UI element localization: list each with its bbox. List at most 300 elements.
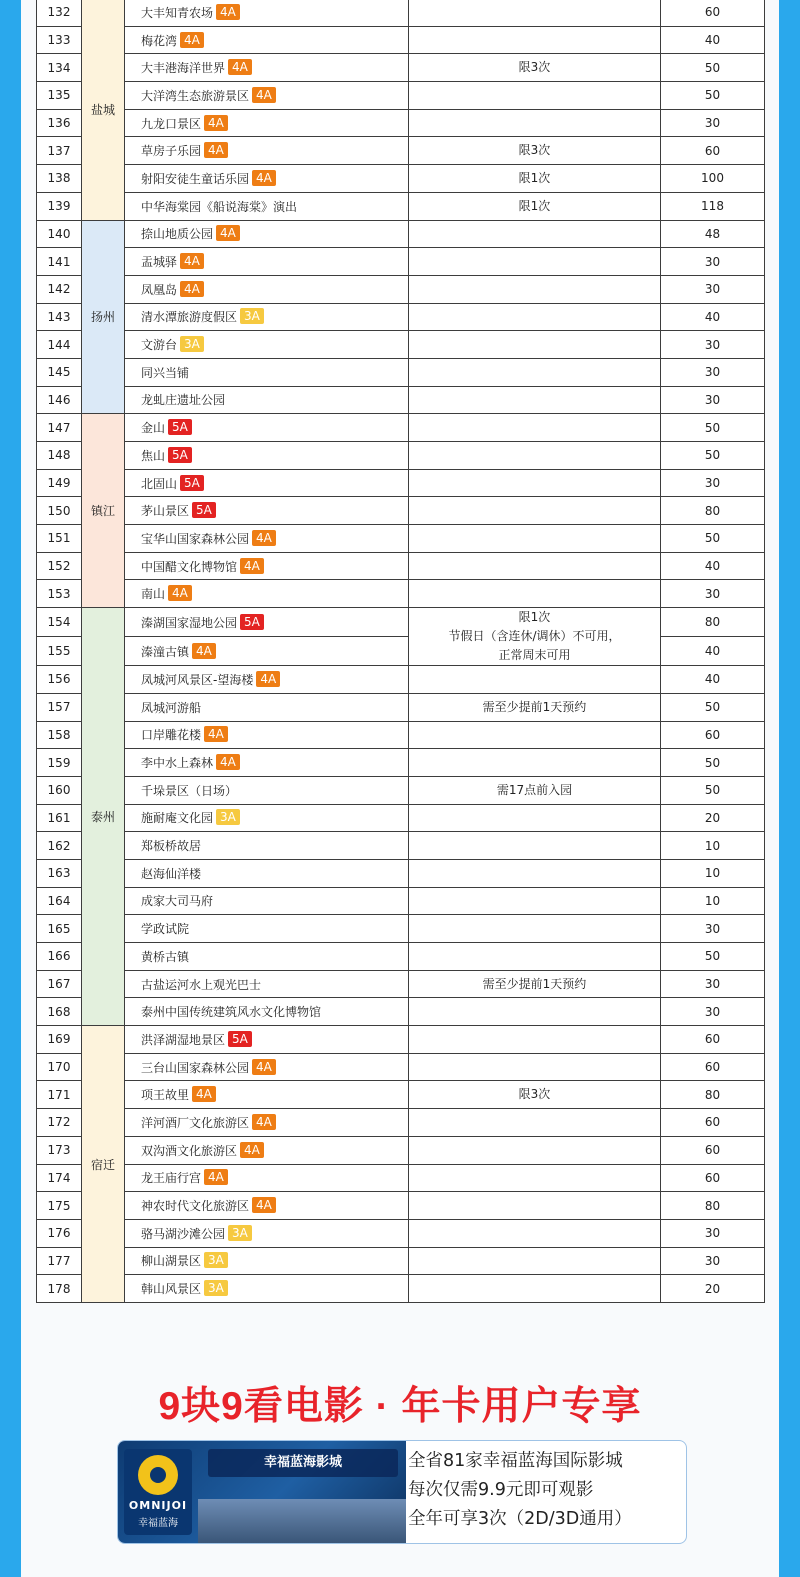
spot-name: 成家大司马府 bbox=[141, 894, 214, 909]
note-cell bbox=[409, 331, 661, 359]
rating-badge: 4A bbox=[240, 1142, 264, 1158]
spot-name: 草房子乐园 bbox=[141, 144, 202, 159]
table-row bbox=[37, 358, 765, 386]
rating-badge: 4A bbox=[252, 1059, 276, 1075]
row-number: 175 bbox=[37, 1192, 82, 1220]
table-row bbox=[37, 192, 765, 220]
note-cell bbox=[409, 1192, 661, 1220]
table-row bbox=[37, 0, 765, 26]
note-cell: 限1次 bbox=[409, 165, 661, 193]
row-number: 178 bbox=[37, 1275, 82, 1303]
spot-name: 北固山 bbox=[141, 476, 178, 491]
spot-name: 洪泽湖湿地景区 bbox=[141, 1032, 226, 1047]
row-number: 136 bbox=[37, 109, 82, 137]
table-row bbox=[37, 608, 765, 637]
table-row bbox=[37, 859, 765, 887]
spot-name-cell bbox=[125, 442, 409, 470]
omnijoi-logo bbox=[124, 1449, 192, 1535]
spot-name-cell bbox=[125, 998, 409, 1026]
spot-name: 捺山地质公园 bbox=[141, 227, 214, 242]
table-row bbox=[37, 552, 765, 580]
rating-badge: 4A bbox=[192, 1086, 216, 1102]
spot-name-cell bbox=[125, 414, 409, 442]
price-cell: 80 bbox=[661, 1192, 765, 1220]
row-number: 133 bbox=[37, 26, 82, 54]
price-cell: 30 bbox=[661, 1219, 765, 1247]
price-cell: 60 bbox=[661, 0, 765, 26]
rating-badge: 3A bbox=[216, 809, 240, 825]
row-number: 132 bbox=[37, 0, 82, 26]
spot-name-cell bbox=[125, 552, 409, 580]
rating-badge: 4A bbox=[216, 4, 240, 20]
spot-name-cell bbox=[125, 1136, 409, 1164]
note-cell bbox=[409, 1275, 661, 1303]
note-cell bbox=[409, 109, 661, 137]
row-number: 150 bbox=[37, 497, 82, 525]
note-cell bbox=[409, 608, 661, 666]
spot-name: 文游台 bbox=[141, 338, 178, 353]
spot-name: 千垛景区（日场） bbox=[141, 783, 238, 798]
row-number: 161 bbox=[37, 804, 82, 832]
price-cell: 30 bbox=[661, 580, 765, 608]
spot-name: 凤城河游船 bbox=[141, 700, 202, 715]
note-cell bbox=[409, 887, 661, 915]
spot-name: 同兴当铺 bbox=[141, 365, 190, 380]
row-number: 145 bbox=[37, 358, 82, 386]
row-number: 176 bbox=[37, 1219, 82, 1247]
spot-name: 古盐运河水上观光巴士 bbox=[141, 977, 262, 992]
note-cell bbox=[409, 804, 661, 832]
rating-badge: 4A bbox=[204, 115, 228, 131]
spot-name: 学政试院 bbox=[141, 922, 190, 937]
rating-badge: 4A bbox=[252, 170, 276, 186]
price-cell: 30 bbox=[661, 915, 765, 943]
promo-lines bbox=[408, 1447, 632, 1534]
spot-name-cell bbox=[125, 386, 409, 414]
price-cell: 40 bbox=[661, 26, 765, 54]
spot-name-cell bbox=[125, 82, 409, 110]
spot-name: 大丰知青农场 bbox=[141, 5, 214, 20]
table-row bbox=[37, 109, 765, 137]
table-row bbox=[37, 721, 765, 749]
spot-name-cell bbox=[125, 749, 409, 777]
spot-name: 黄桥古镇 bbox=[141, 949, 190, 964]
rating-badge: 4A bbox=[240, 558, 264, 574]
price-cell: 50 bbox=[661, 442, 765, 470]
city-cell: 扬州 bbox=[82, 220, 125, 414]
note-cell bbox=[409, 303, 661, 331]
cinema-promo-card[interactable] bbox=[117, 1440, 687, 1544]
price-cell: 50 bbox=[661, 693, 765, 721]
spot-name: 李中水上森林 bbox=[141, 756, 214, 771]
row-number: 138 bbox=[37, 165, 82, 193]
note-cell: 需至少提前1天预约 bbox=[409, 970, 661, 998]
table-row bbox=[37, 54, 765, 82]
spot-name: 宝华山国家森林公园 bbox=[141, 531, 250, 546]
table-row bbox=[37, 248, 765, 276]
spot-name: 三台山国家森林公园 bbox=[141, 1060, 250, 1075]
note-cell bbox=[409, 859, 661, 887]
price-cell: 30 bbox=[661, 998, 765, 1026]
rating-badge: 4A bbox=[180, 32, 204, 48]
price-cell: 50 bbox=[661, 54, 765, 82]
spot-name: 项王故里 bbox=[141, 1088, 190, 1103]
price-cell: 40 bbox=[661, 637, 765, 666]
omnijoi-logo-icon bbox=[138, 1455, 178, 1495]
table-row bbox=[37, 580, 765, 608]
price-cell: 20 bbox=[661, 1275, 765, 1303]
rating-badge: 4A bbox=[256, 671, 280, 687]
table-row bbox=[37, 303, 765, 331]
spot-name: 金山 bbox=[141, 421, 166, 436]
row-number: 163 bbox=[37, 859, 82, 887]
row-number: 144 bbox=[37, 331, 82, 359]
price-cell: 30 bbox=[661, 248, 765, 276]
spot-name-cell bbox=[125, 303, 409, 331]
price-cell: 48 bbox=[661, 220, 765, 248]
table-row bbox=[37, 525, 765, 553]
spot-name-cell bbox=[125, 1081, 409, 1109]
rating-badge: 4A bbox=[180, 281, 204, 297]
price-cell: 60 bbox=[661, 1109, 765, 1137]
spot-name-cell bbox=[125, 1164, 409, 1192]
spot-name-cell bbox=[125, 637, 409, 666]
rating-badge: 4A bbox=[228, 59, 252, 75]
rating-badge: 5A bbox=[192, 502, 216, 518]
price-cell: 60 bbox=[661, 721, 765, 749]
spot-name: 大洋湾生态旅游景区 bbox=[141, 88, 250, 103]
spot-name: 梅花湾 bbox=[141, 33, 178, 48]
table-row bbox=[37, 442, 765, 470]
rating-badge: 5A bbox=[240, 614, 264, 630]
rating-badge: 5A bbox=[180, 475, 204, 491]
note-cell bbox=[409, 82, 661, 110]
table-row bbox=[37, 998, 765, 1026]
row-number: 147 bbox=[37, 414, 82, 442]
rating-badge: 4A bbox=[252, 87, 276, 103]
table-row bbox=[37, 386, 765, 414]
price-cell: 10 bbox=[661, 832, 765, 860]
note-cell bbox=[409, 275, 661, 303]
spot-name: 九龙口景区 bbox=[141, 116, 202, 131]
spot-name: 双沟酒文化旅游区 bbox=[141, 1143, 238, 1158]
city-cell: 盐城 bbox=[82, 0, 125, 220]
row-number: 151 bbox=[37, 525, 82, 553]
spot-name-cell bbox=[125, 1275, 409, 1303]
note-cell bbox=[409, 998, 661, 1026]
row-number: 173 bbox=[37, 1136, 82, 1164]
spot-name: 施耐庵文化园 bbox=[141, 811, 214, 826]
price-cell: 30 bbox=[661, 386, 765, 414]
table-row bbox=[37, 1219, 765, 1247]
note-cell: 限3次 bbox=[409, 137, 661, 165]
price-cell: 50 bbox=[661, 82, 765, 110]
row-number: 172 bbox=[37, 1109, 82, 1137]
rating-badge: 3A bbox=[240, 308, 264, 324]
table-row bbox=[37, 832, 765, 860]
spot-name-cell bbox=[125, 275, 409, 303]
rating-badge: 5A bbox=[168, 447, 192, 463]
logo-chinese: 幸福蓝海 bbox=[138, 1518, 178, 1529]
note-cell bbox=[409, 0, 661, 26]
row-number: 146 bbox=[37, 386, 82, 414]
promo-line: 全年可享3次（2D/3D通用） bbox=[408, 1509, 632, 1529]
row-number: 167 bbox=[37, 970, 82, 998]
spot-name: 神农时代文化旅游区 bbox=[141, 1199, 250, 1214]
rating-badge: 4A bbox=[204, 1169, 228, 1185]
note-cell bbox=[409, 414, 661, 442]
note-cell bbox=[409, 1164, 661, 1192]
rating-badge: 4A bbox=[216, 225, 240, 241]
note-cell: 限1次 bbox=[409, 192, 661, 220]
table-row bbox=[37, 165, 765, 193]
row-number: 168 bbox=[37, 998, 82, 1026]
price-cell: 80 bbox=[661, 1081, 765, 1109]
spot-name-cell bbox=[125, 1247, 409, 1275]
rating-badge: 3A bbox=[204, 1280, 228, 1296]
row-number: 164 bbox=[37, 887, 82, 915]
spot-name-cell bbox=[125, 248, 409, 276]
spot-name: 中国醋文化博物馆 bbox=[141, 559, 238, 574]
table-row bbox=[37, 915, 765, 943]
row-number: 174 bbox=[37, 1164, 82, 1192]
spot-name-cell bbox=[125, 192, 409, 220]
row-number: 158 bbox=[37, 721, 82, 749]
note-cell bbox=[409, 943, 661, 971]
spot-name: 南山 bbox=[141, 587, 166, 602]
table-row bbox=[37, 275, 765, 303]
row-number: 171 bbox=[37, 1081, 82, 1109]
price-cell: 40 bbox=[661, 666, 765, 694]
spot-name-cell bbox=[125, 943, 409, 971]
note-cell: 限3次 bbox=[409, 1081, 661, 1109]
row-number: 155 bbox=[37, 637, 82, 666]
spot-name-cell bbox=[125, 54, 409, 82]
table-row bbox=[37, 1081, 765, 1109]
spot-name: 柳山湖景区 bbox=[141, 1254, 202, 1269]
note-cell bbox=[409, 497, 661, 525]
rating-badge: 4A bbox=[168, 585, 192, 601]
spot-name-cell bbox=[125, 970, 409, 998]
price-cell: 10 bbox=[661, 887, 765, 915]
promo-title: 9块9看电影 · 年卡用户专享 bbox=[158, 1385, 642, 1428]
spot-name-cell bbox=[125, 1192, 409, 1220]
row-number: 139 bbox=[37, 192, 82, 220]
spot-name-cell bbox=[125, 666, 409, 694]
table-row bbox=[37, 1053, 765, 1081]
spot-name-cell bbox=[125, 1053, 409, 1081]
price-cell: 50 bbox=[661, 943, 765, 971]
table-row bbox=[37, 497, 765, 525]
spot-name: 大丰港海洋世界 bbox=[141, 61, 226, 76]
spot-name-cell bbox=[125, 1109, 409, 1137]
rating-badge: 3A bbox=[228, 1225, 252, 1241]
spot-name-cell bbox=[125, 721, 409, 749]
spot-name-cell bbox=[125, 1026, 409, 1054]
spot-name: 龙虬庄遗址公园 bbox=[141, 393, 226, 408]
price-cell: 100 bbox=[661, 165, 765, 193]
table-row bbox=[37, 749, 765, 777]
rating-badge: 5A bbox=[168, 419, 192, 435]
price-cell: 60 bbox=[661, 1053, 765, 1081]
row-number: 170 bbox=[37, 1053, 82, 1081]
row-number: 157 bbox=[37, 693, 82, 721]
table-row bbox=[37, 693, 765, 721]
spot-name: 凤凰岛 bbox=[141, 282, 178, 297]
spot-name: 溱潼古镇 bbox=[141, 644, 190, 659]
rating-badge: 4A bbox=[252, 1197, 276, 1213]
row-number: 149 bbox=[37, 469, 82, 497]
note-cell bbox=[409, 915, 661, 943]
spot-name: 骆马湖沙滩公园 bbox=[141, 1226, 226, 1241]
spot-name-cell bbox=[125, 693, 409, 721]
price-cell: 10 bbox=[661, 859, 765, 887]
row-number: 152 bbox=[37, 552, 82, 580]
rating-badge: 4A bbox=[252, 1114, 276, 1130]
row-number: 153 bbox=[37, 580, 82, 608]
note-cell bbox=[409, 832, 661, 860]
spot-name-cell bbox=[125, 859, 409, 887]
spot-name: 溱湖国家湿地公园 bbox=[141, 615, 238, 630]
price-cell: 30 bbox=[661, 1247, 765, 1275]
spot-name-cell bbox=[125, 358, 409, 386]
spot-name-cell bbox=[125, 887, 409, 915]
cinema-sign: 幸福蓝海影城 bbox=[208, 1449, 398, 1477]
city-cell: 镇江 bbox=[82, 414, 125, 608]
row-number: 141 bbox=[37, 248, 82, 276]
spot-name-cell bbox=[125, 469, 409, 497]
row-number: 177 bbox=[37, 1247, 82, 1275]
scenic-spot-table bbox=[36, 0, 765, 1303]
city-cell: 宿迁 bbox=[82, 1026, 125, 1303]
table-row bbox=[37, 887, 765, 915]
note-cell bbox=[409, 220, 661, 248]
price-cell: 80 bbox=[661, 497, 765, 525]
spot-name: 郑板桥故居 bbox=[141, 839, 202, 854]
spot-name: 射阳安徒生童话乐园 bbox=[141, 171, 250, 186]
price-cell: 30 bbox=[661, 109, 765, 137]
price-cell: 50 bbox=[661, 414, 765, 442]
table-row bbox=[37, 1247, 765, 1275]
table-row bbox=[37, 943, 765, 971]
page bbox=[21, 0, 779, 1577]
spot-name-cell bbox=[125, 580, 409, 608]
rating-badge: 4A bbox=[204, 726, 228, 742]
table-row bbox=[37, 26, 765, 54]
spot-name: 口岸雕花楼 bbox=[141, 728, 202, 743]
spot-name-cell bbox=[125, 1219, 409, 1247]
row-number: 156 bbox=[37, 666, 82, 694]
note-cell bbox=[409, 442, 661, 470]
price-cell: 118 bbox=[661, 192, 765, 220]
promo-line: 全省81家幸福蓝海国际影城 bbox=[408, 1451, 623, 1471]
table-row bbox=[37, 776, 765, 804]
row-number: 159 bbox=[37, 749, 82, 777]
price-cell: 30 bbox=[661, 331, 765, 359]
promo-line: 每次仅需9.9元即可观影 bbox=[408, 1480, 594, 1500]
note-cell bbox=[409, 358, 661, 386]
rating-badge: 3A bbox=[180, 336, 204, 352]
row-number: 143 bbox=[37, 303, 82, 331]
note-cell bbox=[409, 1247, 661, 1275]
row-number: 169 bbox=[37, 1026, 82, 1054]
rating-badge: 4A bbox=[192, 643, 216, 659]
row-number: 135 bbox=[37, 82, 82, 110]
spot-name-cell bbox=[125, 165, 409, 193]
table-row bbox=[37, 414, 765, 442]
city-cell: 泰州 bbox=[82, 608, 125, 1026]
price-cell: 50 bbox=[661, 749, 765, 777]
spot-name: 龙王庙行宫 bbox=[141, 1171, 202, 1186]
rating-badge: 5A bbox=[228, 1031, 252, 1047]
rating-badge: 4A bbox=[180, 253, 204, 269]
row-number: 148 bbox=[37, 442, 82, 470]
cinema-photo bbox=[118, 1441, 406, 1543]
spot-name-cell bbox=[125, 525, 409, 553]
spot-name-cell bbox=[125, 915, 409, 943]
rating-badge: 4A bbox=[204, 142, 228, 158]
price-cell: 60 bbox=[661, 1026, 765, 1054]
note-cell bbox=[409, 386, 661, 414]
spot-name: 盂城驿 bbox=[141, 255, 178, 270]
spot-name-cell bbox=[125, 137, 409, 165]
spot-name-cell bbox=[125, 109, 409, 137]
note-cell bbox=[409, 1109, 661, 1137]
price-cell: 40 bbox=[661, 552, 765, 580]
spot-name-cell bbox=[125, 804, 409, 832]
cinema-lobby-floor bbox=[198, 1499, 406, 1543]
note-cell bbox=[409, 469, 661, 497]
table-row bbox=[37, 804, 765, 832]
note-cell bbox=[409, 248, 661, 276]
price-cell: 30 bbox=[661, 275, 765, 303]
note-cell bbox=[409, 721, 661, 749]
note-cell bbox=[409, 580, 661, 608]
note-cell: 需至少提前1天预约 bbox=[409, 693, 661, 721]
rating-badge: 4A bbox=[216, 754, 240, 770]
row-number: 160 bbox=[37, 776, 82, 804]
note-cell bbox=[409, 525, 661, 553]
note-cell bbox=[409, 552, 661, 580]
price-cell: 40 bbox=[661, 303, 765, 331]
note-cell: 限3次 bbox=[409, 54, 661, 82]
spot-name-cell bbox=[125, 776, 409, 804]
row-number: 162 bbox=[37, 832, 82, 860]
table-row bbox=[37, 970, 765, 998]
table-row bbox=[37, 82, 765, 110]
row-number: 165 bbox=[37, 915, 82, 943]
price-cell: 80 bbox=[661, 608, 765, 637]
table-row bbox=[37, 666, 765, 694]
price-cell: 50 bbox=[661, 776, 765, 804]
row-number: 142 bbox=[37, 275, 82, 303]
table-row bbox=[37, 1164, 765, 1192]
note-line: 节假日（含连休/调休）不可用， bbox=[448, 629, 621, 644]
spot-name-cell bbox=[125, 220, 409, 248]
rating-badge: 4A bbox=[252, 530, 276, 546]
note-cell: 需17点前入园 bbox=[409, 776, 661, 804]
table-row bbox=[37, 1136, 765, 1164]
note-cell bbox=[409, 26, 661, 54]
table-row bbox=[37, 469, 765, 497]
spot-name-cell bbox=[125, 26, 409, 54]
spot-name-cell bbox=[125, 497, 409, 525]
note-cell bbox=[409, 1026, 661, 1054]
price-cell: 30 bbox=[661, 358, 765, 386]
price-cell: 30 bbox=[661, 970, 765, 998]
spot-name: 韩山风景区 bbox=[141, 1282, 202, 1297]
note-cell bbox=[409, 749, 661, 777]
